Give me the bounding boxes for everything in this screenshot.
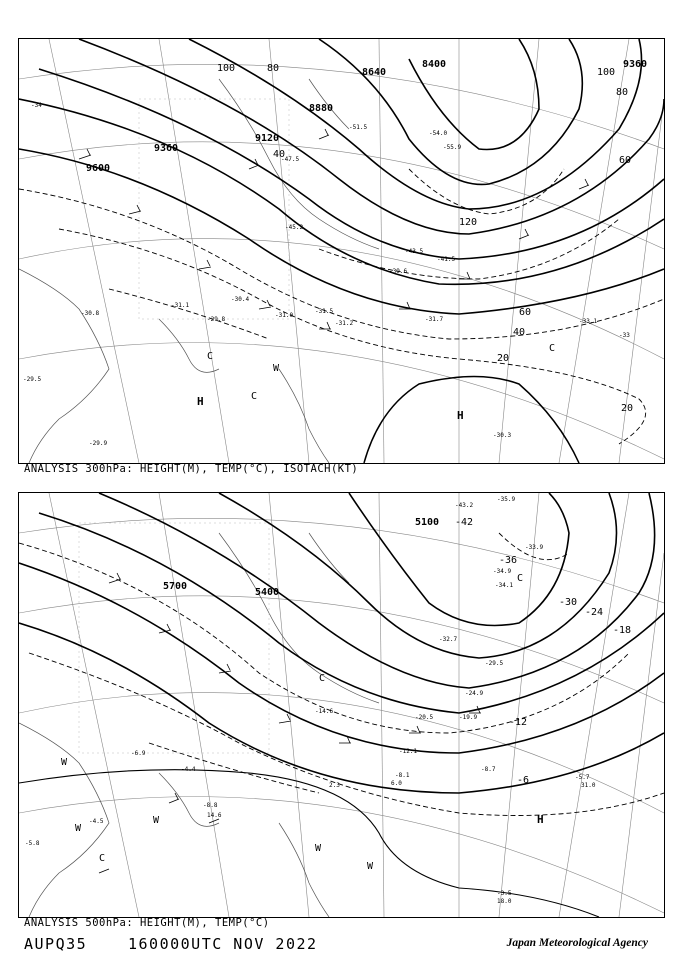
height-label: 5400 xyxy=(255,587,280,598)
height-label: 5100 xyxy=(415,517,440,528)
temp-label: -24 xyxy=(585,607,604,618)
isotach-label: 80 xyxy=(616,87,629,98)
cold-center: C xyxy=(251,391,258,402)
station-obs: -29.8 xyxy=(207,316,226,323)
height-contours xyxy=(19,39,664,463)
cold-center: C xyxy=(319,673,326,684)
agency-name: Japan Meteorological Agency xyxy=(506,937,648,949)
station-obs: 14.6 xyxy=(207,812,222,819)
temp-label: -6 xyxy=(517,775,530,786)
coastline xyxy=(19,533,379,917)
height-label: 9120 xyxy=(255,133,280,144)
station-obs: -34.1 xyxy=(495,582,514,589)
isotach-label: 80 xyxy=(267,63,280,74)
station-obs: -29.5 xyxy=(23,376,42,383)
station-obs: -31.5 xyxy=(315,308,334,315)
station-obs: -14.6 xyxy=(315,708,334,715)
hatched-region xyxy=(139,99,289,319)
station-obs: -54.0 xyxy=(429,130,448,137)
high-center: H xyxy=(197,395,204,408)
station-obs: -24.9 xyxy=(465,690,484,697)
station-obs: -29.5 xyxy=(485,660,504,667)
station-obs: -30.8 xyxy=(81,310,100,317)
isotach-contours xyxy=(19,169,664,444)
temp-label: -42 xyxy=(455,517,474,528)
station-obs: 2.3 xyxy=(329,782,340,789)
station-obs: -43.5 xyxy=(405,248,424,255)
station-obs: -30.4 xyxy=(231,296,250,303)
station-obs: -33.1 xyxy=(579,318,598,325)
station-obs: -55.9 xyxy=(443,144,462,151)
temp-label: -36 xyxy=(499,555,518,566)
isotach-label: 120 xyxy=(459,217,478,228)
hatched-region xyxy=(79,523,269,753)
station-obs: -45.2 xyxy=(285,224,304,231)
station-obs: -33.9 xyxy=(525,544,544,551)
height-label: 8400 xyxy=(422,59,447,70)
valid-time: 160000UTC NOV 2022 xyxy=(128,935,318,953)
cold-center: C xyxy=(517,573,524,584)
cold-center: C xyxy=(549,343,556,354)
station-obs: 18.0 xyxy=(497,898,512,905)
station-obs: -31.0 xyxy=(275,312,294,319)
warm-center: W xyxy=(153,815,160,826)
isotach-label: 20 xyxy=(497,353,510,364)
bulletin-code: AUPQ35 xyxy=(24,935,88,953)
station-obs: 31.0 xyxy=(581,782,596,789)
station-obs: -4.5 xyxy=(89,818,104,825)
height-label: 9360 xyxy=(154,143,179,154)
station-obs: -31.1 xyxy=(171,302,190,309)
chart-300hpa xyxy=(18,38,665,464)
station-obs: -34.9 xyxy=(493,568,512,575)
station-obs: -3.5 xyxy=(497,890,512,897)
height-label: 5700 xyxy=(163,581,188,592)
station-obs: -33 xyxy=(619,332,630,339)
station-obs: -8.7 xyxy=(481,766,496,773)
station-obs: -31.2 xyxy=(335,320,354,327)
high-center: H xyxy=(457,409,464,422)
isotach-label: 40 xyxy=(513,327,526,338)
cold-center: C xyxy=(99,853,106,864)
station-obs: -4.4 xyxy=(181,766,196,773)
wind-barbs xyxy=(99,573,484,873)
height-label: 9600 xyxy=(86,163,111,174)
height-label: 9360 xyxy=(623,59,648,70)
station-obs: -6.9 xyxy=(131,750,146,757)
temp-label: -18 xyxy=(613,625,632,636)
station-obs: -51.5 xyxy=(349,124,368,131)
station-obs: -19.9 xyxy=(459,714,478,721)
station-obs: -35.9 xyxy=(497,496,516,503)
station-obs: -5.8 xyxy=(25,840,40,847)
isotach-label: 40 xyxy=(273,149,286,160)
station-obs: -12.1 xyxy=(399,748,418,755)
isotach-label: 60 xyxy=(519,307,532,318)
height-contours xyxy=(19,493,664,917)
warm-center: W xyxy=(61,757,68,768)
station-obs: -32.7 xyxy=(439,636,458,643)
station-obs: -30.3 xyxy=(493,432,512,439)
chart-500hpa xyxy=(18,492,665,918)
station-obs: -29.9 xyxy=(89,440,108,447)
station-obs: -41.5 xyxy=(437,256,456,263)
temp-label: -12 xyxy=(509,717,528,728)
height-label: 8880 xyxy=(309,103,334,114)
station-obs: -20.5 xyxy=(415,714,434,721)
height-label: 8640 xyxy=(362,67,387,78)
station-obs: 6.0 xyxy=(391,780,402,787)
station-obs: -31.7 xyxy=(425,316,444,323)
station-obs: -47.5 xyxy=(281,156,300,163)
wind-barbs xyxy=(79,129,589,329)
station-obs: -8.1 xyxy=(395,772,410,779)
warm-center: W xyxy=(75,823,82,834)
station-obs: -39.6 xyxy=(389,268,408,275)
temp-label: -30 xyxy=(559,597,578,608)
graticule xyxy=(19,493,664,917)
warm-center: W xyxy=(273,363,280,374)
isotach-label: 100 xyxy=(597,67,616,78)
chart-caption-300hpa: ANALYSIS 300hPa: HEIGHT(M), TEMP(°C), ISOTACH(KT) xyxy=(24,463,359,475)
station-obs: -34 xyxy=(31,102,42,109)
warm-center: W xyxy=(367,861,374,872)
station-obs: -43.2 xyxy=(455,502,474,509)
cold-center: C xyxy=(207,351,214,362)
high-center: H xyxy=(537,813,544,826)
station-obs: -8.8 xyxy=(203,802,218,809)
warm-center: W xyxy=(315,843,322,854)
chart-caption-500hpa: ANALYSIS 500hPa: HEIGHT(M), TEMP(°C) xyxy=(24,917,270,929)
station-obs: -5.7 xyxy=(575,774,590,781)
isotach-label: 100 xyxy=(217,63,236,74)
isotach-label: 60 xyxy=(619,155,632,166)
isotach-label: 20 xyxy=(621,403,634,414)
